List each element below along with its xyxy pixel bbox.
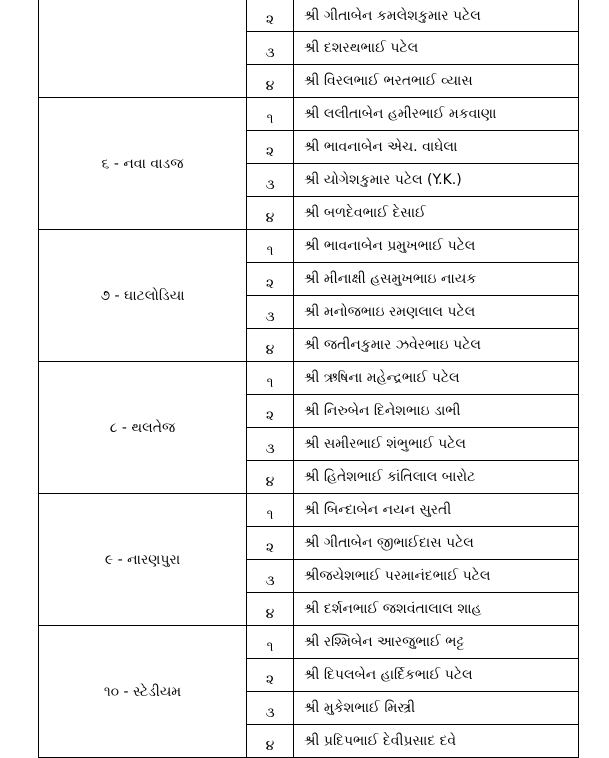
- ward-name-cell: ૧૦ - સ્ટેડીયમ: [39, 626, 247, 758]
- corporator-name-cell: શ્રી દિપલબેન હાર્દિકભાઈ પટેલ: [294, 659, 579, 692]
- corporator-name-cell: શ્રી મનોજભાઇ રમણલાલ પટેલ: [294, 296, 579, 329]
- corporator-name-cell: શ્રી ભાવનાબેન એચ. વાઘેલા: [294, 131, 579, 164]
- serial-number-cell: ૨: [247, 263, 294, 296]
- corporator-name-cell: શ્રી રશ્મિબેન આરજુભાઈ ભટ્ટ: [294, 626, 579, 659]
- serial-number-cell: ૪: [247, 329, 294, 362]
- corporator-name-cell: શ્રી હિતેશભાઈ કાંતિલાલ બારોટ: [294, 461, 579, 494]
- table-row: [39, 98, 579, 131]
- corporators-table: [38, 0, 579, 758]
- ward-name-cell: ૯ - નારણપુરા: [39, 494, 247, 626]
- serial-number-cell: ૩: [247, 428, 294, 461]
- ward-name-cell: ૮ - થલતેજ: [39, 362, 247, 494]
- serial-number-cell: ૨: [247, 659, 294, 692]
- serial-number-cell: ૪: [247, 461, 294, 494]
- serial-number-cell: ૪: [247, 725, 294, 758]
- serial-number-cell: ૩: [247, 560, 294, 593]
- ward-name-cell: [39, 0, 247, 98]
- serial-number-cell: ૩: [247, 164, 294, 197]
- corporator-name-cell: શ્રીજયેશભાઈ પરમાનંદભાઈ પટેલ: [294, 560, 579, 593]
- serial-number-cell: ૪: [247, 65, 294, 98]
- table-row: [39, 362, 579, 395]
- serial-number-cell: ૧: [247, 98, 294, 131]
- corporator-name-cell: શ્રી સમીરભાઈ શંભુભાઈ પટેલ: [294, 428, 579, 461]
- corporator-name-cell: શ્રી લલીતાબેન હમીરભાઈ મકવાણા: [294, 98, 579, 131]
- corporator-name-cell: શ્રી ભાવનાબેન પ્રમુખભાઈ પટેલ: [294, 230, 579, 263]
- corporator-name-cell: શ્રી મીનાક્ષી હસમુખભાઇ નાયક: [294, 263, 579, 296]
- serial-number-cell: ૩: [247, 692, 294, 725]
- corporator-name-cell: શ્રી ગીતાબેન જીભાઈદાસ પટેલ: [294, 527, 579, 560]
- ward-name-cell: ૭ - ઘાટલોડિયા: [39, 230, 247, 362]
- corporator-name-cell: શ્રી નિરુબેન દિનેશભાઇ ડાભી: [294, 395, 579, 428]
- ward-name-cell: ૬ - નવા વાડજ: [39, 98, 247, 230]
- corporator-name-cell: શ્રી જતીનકુમાર ઝવેરભાઇ પટેલ: [294, 329, 579, 362]
- corporators-table-body: [39, 0, 579, 758]
- serial-number-cell: ૨: [247, 0, 294, 32]
- serial-number-cell: ૪: [247, 197, 294, 230]
- serial-number-cell: ૨: [247, 131, 294, 164]
- serial-number-cell: ૪: [247, 593, 294, 626]
- corporator-name-cell: શ્રી ઋષિના મહેન્દ્રભાઈ પટેલ: [294, 362, 579, 395]
- serial-number-cell: ૧: [247, 362, 294, 395]
- corporator-name-cell: શ્રી બિન્દાબેન નયન સુરતી: [294, 494, 579, 527]
- serial-number-cell: ૧: [247, 626, 294, 659]
- corporator-name-cell: શ્રી વિરલભાઈ ભરતભાઈ વ્યાસ: [294, 65, 579, 98]
- corporator-name-cell: શ્રી મુકેશભાઈ મિસ્ત્રી: [294, 692, 579, 725]
- serial-number-cell: ૩: [247, 32, 294, 65]
- corporator-name-cell: શ્રી ગીતાબેન કમલેશકુમાર પટેલ: [294, 0, 579, 32]
- serial-number-cell: ૨: [247, 527, 294, 560]
- table-row: [39, 0, 579, 32]
- serial-number-cell: ૧: [247, 230, 294, 263]
- serial-number-cell: ૩: [247, 296, 294, 329]
- corporator-name-cell: શ્રી બળદેવભાઈ દેસાઈ: [294, 197, 579, 230]
- corporator-name-cell: શ્રી દર્શનભાઈ જશવંતાલાલ શાહ: [294, 593, 579, 626]
- table-row: [39, 626, 579, 659]
- table-row: [39, 230, 579, 263]
- corporator-name-cell: શ્રી પ્રદિપભાઈ દેવીપ્રસાદ દવે: [294, 725, 579, 758]
- table-row: [39, 494, 579, 527]
- corporator-name-cell: શ્રી યોગેશકુમાર પટેલ (Y.K.): [294, 164, 579, 197]
- corporator-name-cell: શ્રી દશરથભાઈ પટેલ: [294, 32, 579, 65]
- serial-number-cell: ૨: [247, 395, 294, 428]
- serial-number-cell: ૧: [247, 494, 294, 527]
